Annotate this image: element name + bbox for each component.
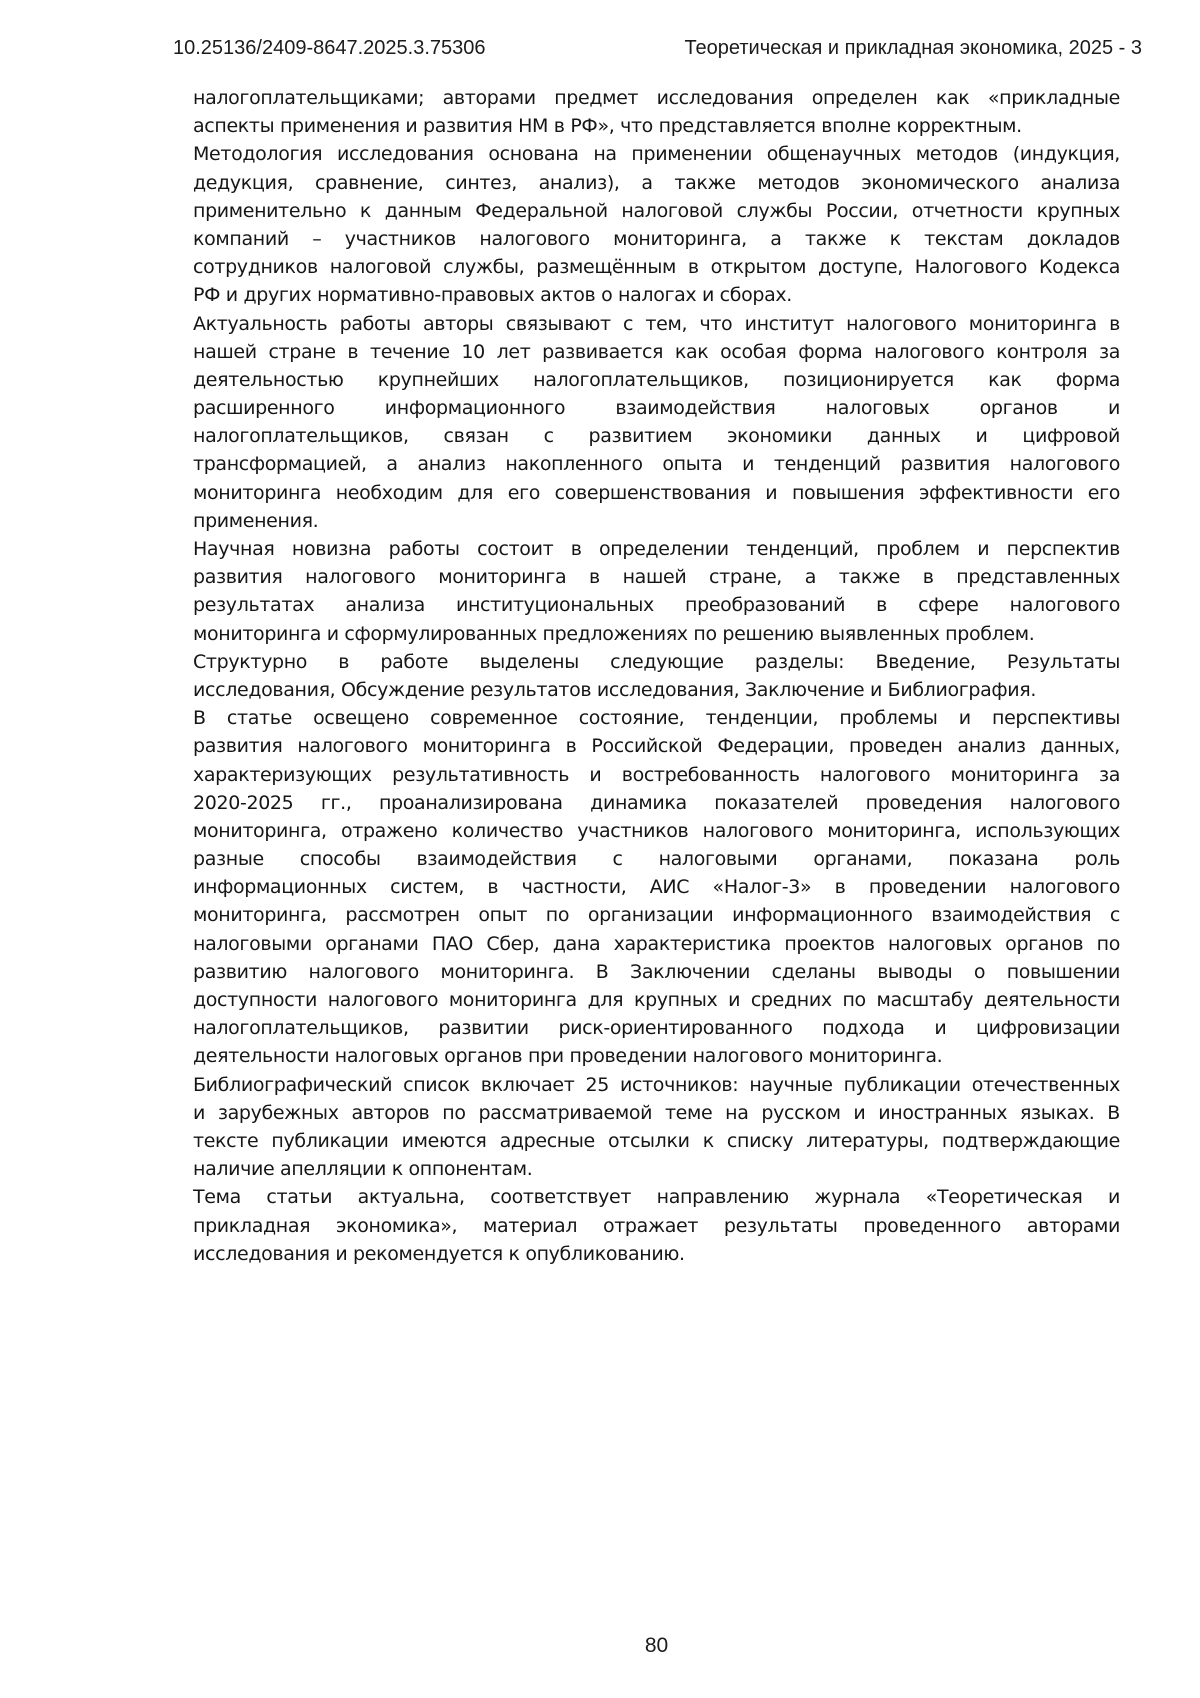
- text-line: деятельности налоговых органов при проведении налогового мониторинга.: [193, 1045, 943, 1068]
- text-line: мониторинга необходим для его совершенствования и повышения эффективности его: [193, 481, 1120, 504]
- text-line: налогоплательщиков, развитии риск-ориентированного подхода и цифровизации: [193, 1017, 1120, 1040]
- text-line: разные способы взаимодействия с налоговыми органами, показана роль: [193, 848, 1120, 871]
- text-line: аспекты применения и развития НМ в РФ», что представляется вполне корректным.: [193, 115, 1022, 138]
- document-body: [193, 84, 1120, 1268]
- text-line: сотрудников налоговой службы, размещённым в открытом доступе, Налогового Кодекса: [193, 256, 1120, 279]
- journal-title: Теоретическая и прикладная экономика, 2025 - 3: [684, 37, 1142, 59]
- text-line: мониторинга, отражено количество участников налогового мониторинга, использующих: [193, 819, 1120, 842]
- text-line: Тема статьи актуальна, соответствует направлению журнала «Теоретическая и: [193, 1186, 1120, 1209]
- paragraph: [193, 310, 1120, 536]
- doi-text: 10.25136/2409-8647.2025.3.75306: [173, 37, 486, 59]
- text-line: мониторинга и сформулированных предложениях по решению выявленных проблем.: [193, 622, 1035, 645]
- text-line: наличие апелляции к оппонентам.: [193, 1158, 533, 1181]
- text-line: трансформацией, а анализ накопленного опыта и тенденций развития налогового: [193, 453, 1120, 476]
- text-line: В статье освещено современное состояние, тенденции, проблемы и перспективы: [193, 707, 1120, 730]
- text-line: и зарубежных авторов по рассматриваемой теме на русском и иностранных языках. В: [193, 1101, 1120, 1124]
- text-line: развития налогового мониторинга в нашей стране, а также в представленных: [193, 566, 1120, 589]
- text-line: Структурно в работе выделены следующие разделы: Введение, Результаты: [193, 650, 1120, 673]
- paragraph: [193, 1183, 1120, 1268]
- text-line: характеризующих результативность и востребованность налогового мониторинга за: [193, 763, 1120, 786]
- paragraph: [193, 535, 1120, 648]
- text-line: налоговыми органами ПАО Сбер, дана характеристика проектов налоговых органов по: [193, 932, 1120, 955]
- text-line: Методология исследования основана на применении общенаучных методов (индукция,: [193, 143, 1120, 166]
- paragraph: [193, 1071, 1120, 1184]
- text-line: дедукция, сравнение, синтез, анализ), а также методов экономического анализа: [193, 171, 1120, 194]
- text-line: мониторинга, рассмотрен опыт по организации информационного взаимодействия с: [193, 904, 1120, 927]
- paragraph: [193, 704, 1120, 1070]
- page-header: [173, 36, 1142, 60]
- page-number: 80: [644, 1634, 669, 1657]
- text-line: Актуальность работы авторы связывают с тем, что институт налогового мониторинга в: [193, 312, 1120, 335]
- text-line: 2020-2025 гг., проанализирована динамика показателей проведения налогового: [193, 791, 1120, 814]
- text-line: доступности налогового мониторинга для крупных и средних по масштабу деятельности: [193, 989, 1120, 1011]
- text-line: применительно к данным Федеральной налоговой службы России, отчетности крупных: [193, 199, 1120, 222]
- text-line: применения.: [193, 509, 319, 532]
- paragraph: [193, 140, 1120, 309]
- text-line: компаний – участников налогового мониторинга, а также к текстам докладов: [193, 227, 1120, 250]
- text-line: прикладная экономика», материал отражает результаты проведенного авторами: [193, 1214, 1120, 1237]
- text-line: Библиографический список включает 25 источников: научные публикации отечественных: [193, 1073, 1120, 1096]
- page-footer: [193, 1634, 1120, 1658]
- text-line: исследования, Обсуждение результатов исследования, Заключение и Библиография.: [193, 678, 1037, 701]
- paragraph: [193, 648, 1120, 704]
- text-line: расширенного информационного взаимодействия налоговых органов и: [193, 397, 1120, 420]
- text-line: налогоплательщиков, связан с развитием экономики данных и цифровой: [193, 425, 1120, 448]
- text-line: налогоплательщиками; авторами предмет исследования определен как «прикладные: [193, 87, 1120, 109]
- paragraph: [193, 84, 1120, 140]
- text-line: тексте публикации имеются адресные отсылки к списку литературы, подтверждающие: [193, 1129, 1120, 1152]
- text-line: нашей стране в течение 10 лет развивается как особая форма налогового контроля за: [193, 340, 1120, 363]
- text-line: исследования и рекомендуется к опубликованию.: [193, 1242, 685, 1265]
- text-line: развития налогового мониторинга в Российской Федерации, проведен анализ данных,: [193, 735, 1120, 758]
- text-line: РФ и других нормативно-правовых актов о налогах и сборах.: [193, 284, 792, 307]
- text-line: Научная новизна работы состоит в определении тенденций, проблем и перспектив: [193, 538, 1120, 560]
- text-line: развитию налогового мониторинга. В Заключении сделаны выводы о повышении: [193, 960, 1120, 983]
- text-line: результатах анализа институциональных преобразований в сфере налогового: [193, 594, 1120, 617]
- text-line: информационных систем, в частности, АИС «Налог-3» в проведении налогового: [193, 876, 1120, 899]
- text-line: деятельностью крупнейших налогоплательщиков, позиционируется как форма: [193, 368, 1120, 391]
